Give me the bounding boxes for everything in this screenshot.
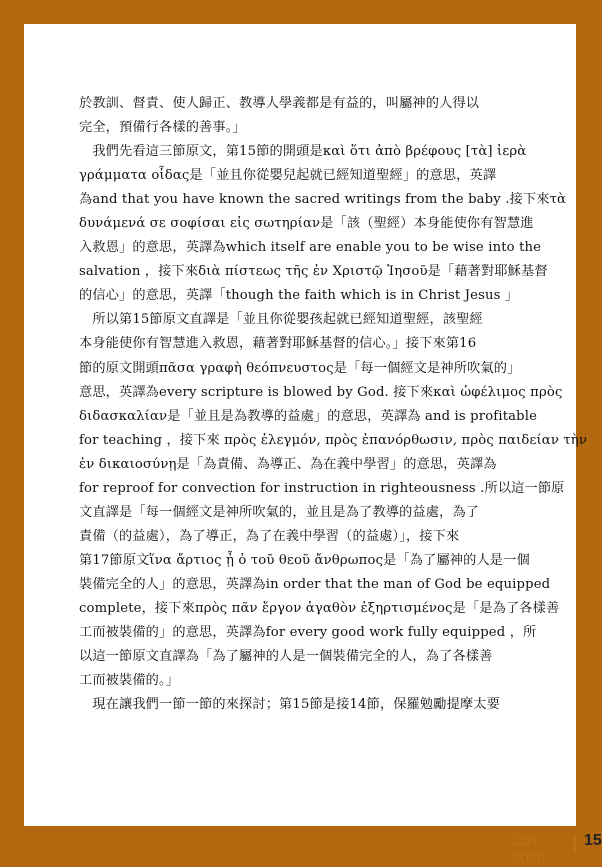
text-line: γράμματα οἶδας是「並且你從嬰兒起就已經知道聖經」的意思，英譯 <box>79 168 497 184</box>
text-line: 入救恩」的意思，英譯為which itself are enable you to be wise into the <box>79 240 542 256</box>
text-line: 於教訓、督責、使人歸正、教導人學義都是有益的，叫屬神的人得以 <box>79 96 480 111</box>
text-line: 文直譯是「每一個經文是神所吹氣的，並且是為了教導的益處，為了 <box>79 504 480 520</box>
text-line: 節的原文開頭πᾶσα γραφὴ θεόπνευστος是「每一個經文是神所吹氣的」 <box>79 360 521 376</box>
text-line: 所以第15節原文直譯是「並且你從嬰孩起就已經知道聖經，該聖經 <box>79 312 483 328</box>
page-number: 15 <box>584 832 602 849</box>
text-line: 第17節原文ἵνα ἄρτιος ᾖ ὁ τοῦ θεοῦ ἄνθρωπος是「為了屬神的人是一個 <box>79 552 530 568</box>
text-line: 我們先看這三節原文，第15節的開頭是καὶ ὅτι ἀπὸ βρέφους [τὰ] ἱερὰ <box>79 144 527 160</box>
body-text <box>79 92 588 717</box>
text-line: for reproof for convection for instruction in righteousness .所以這一節原 <box>79 480 565 496</box>
footer-separator <box>574 836 576 851</box>
text-line: 裝備完全的人」的意思，英譯為in order that the man of God be equipped <box>79 576 551 592</box>
text-line: 為and that you have known the sacred writings from the baby .接下來τὰ <box>79 192 567 208</box>
text-line: 現在讓我們一節一節的來探討；第15節是接14節，保羅勉勵提摩太要 <box>79 697 500 713</box>
page-footer <box>24 829 602 867</box>
page-sheet <box>24 24 602 867</box>
text-line: διδασκαλίαν是「並且是為教導的益處」的意思，英譯為 and is profitable <box>79 408 538 424</box>
text-line: for teaching ，接下來 πρὸς ἐλεγμόν, πρὸς ἐπανόρθωσιν, πρὸς παιδείαν τὴν <box>79 432 588 448</box>
text-line: 完全，預備行各樣的善事。」 <box>79 120 246 136</box>
footer-date: Jan. 2020 <box>512 833 546 867</box>
text-line: δυνάμενά σε σοφίσαι εἰς σωτηρίαν是「該（聖經）本身能使你有智慧進 <box>79 216 534 232</box>
text-line: 工而被裝備的。」 <box>79 673 180 689</box>
text-line: 本身能使你有智慧進入救恩，藉著對耶穌基督的信心。」接下來第16 <box>79 336 477 352</box>
text-line: 責備（的益處），為了導正，為了在義中學習（的益處）」，接下來 <box>79 528 460 544</box>
text-line: 意思，英譯為every scripture is blowed by God. 接下來καὶ ὠφέλιμος πρὸς <box>79 384 563 400</box>
text-line: ἐν δικαιοσύνῃ是「為責備、為導正、為在義中學習」的意思，英譯為 <box>79 456 497 472</box>
text-line: 以這一節原文直譯為「為了屬神的人是一個裝備完全的人，為了各樣善 <box>79 649 493 665</box>
text-line: salvation ，接下來διὰ πίστεως τῆς ἐν Χριστῷ Ἰησοῦ是「藉著對耶穌基督 <box>79 264 548 280</box>
text-line: 的信心」的意思，英譯「though the faith which is in Christ Jesus 」 <box>79 288 519 304</box>
text-line: 工而被裝備的」的意思，英譯為for every good work fully equipped ，所 <box>79 625 537 641</box>
text-line: complete，接下來πρὸς πᾶν ἔργον ἀγαθὸν ἐξηρτισμένος是「是為了各樣善 <box>79 600 560 616</box>
